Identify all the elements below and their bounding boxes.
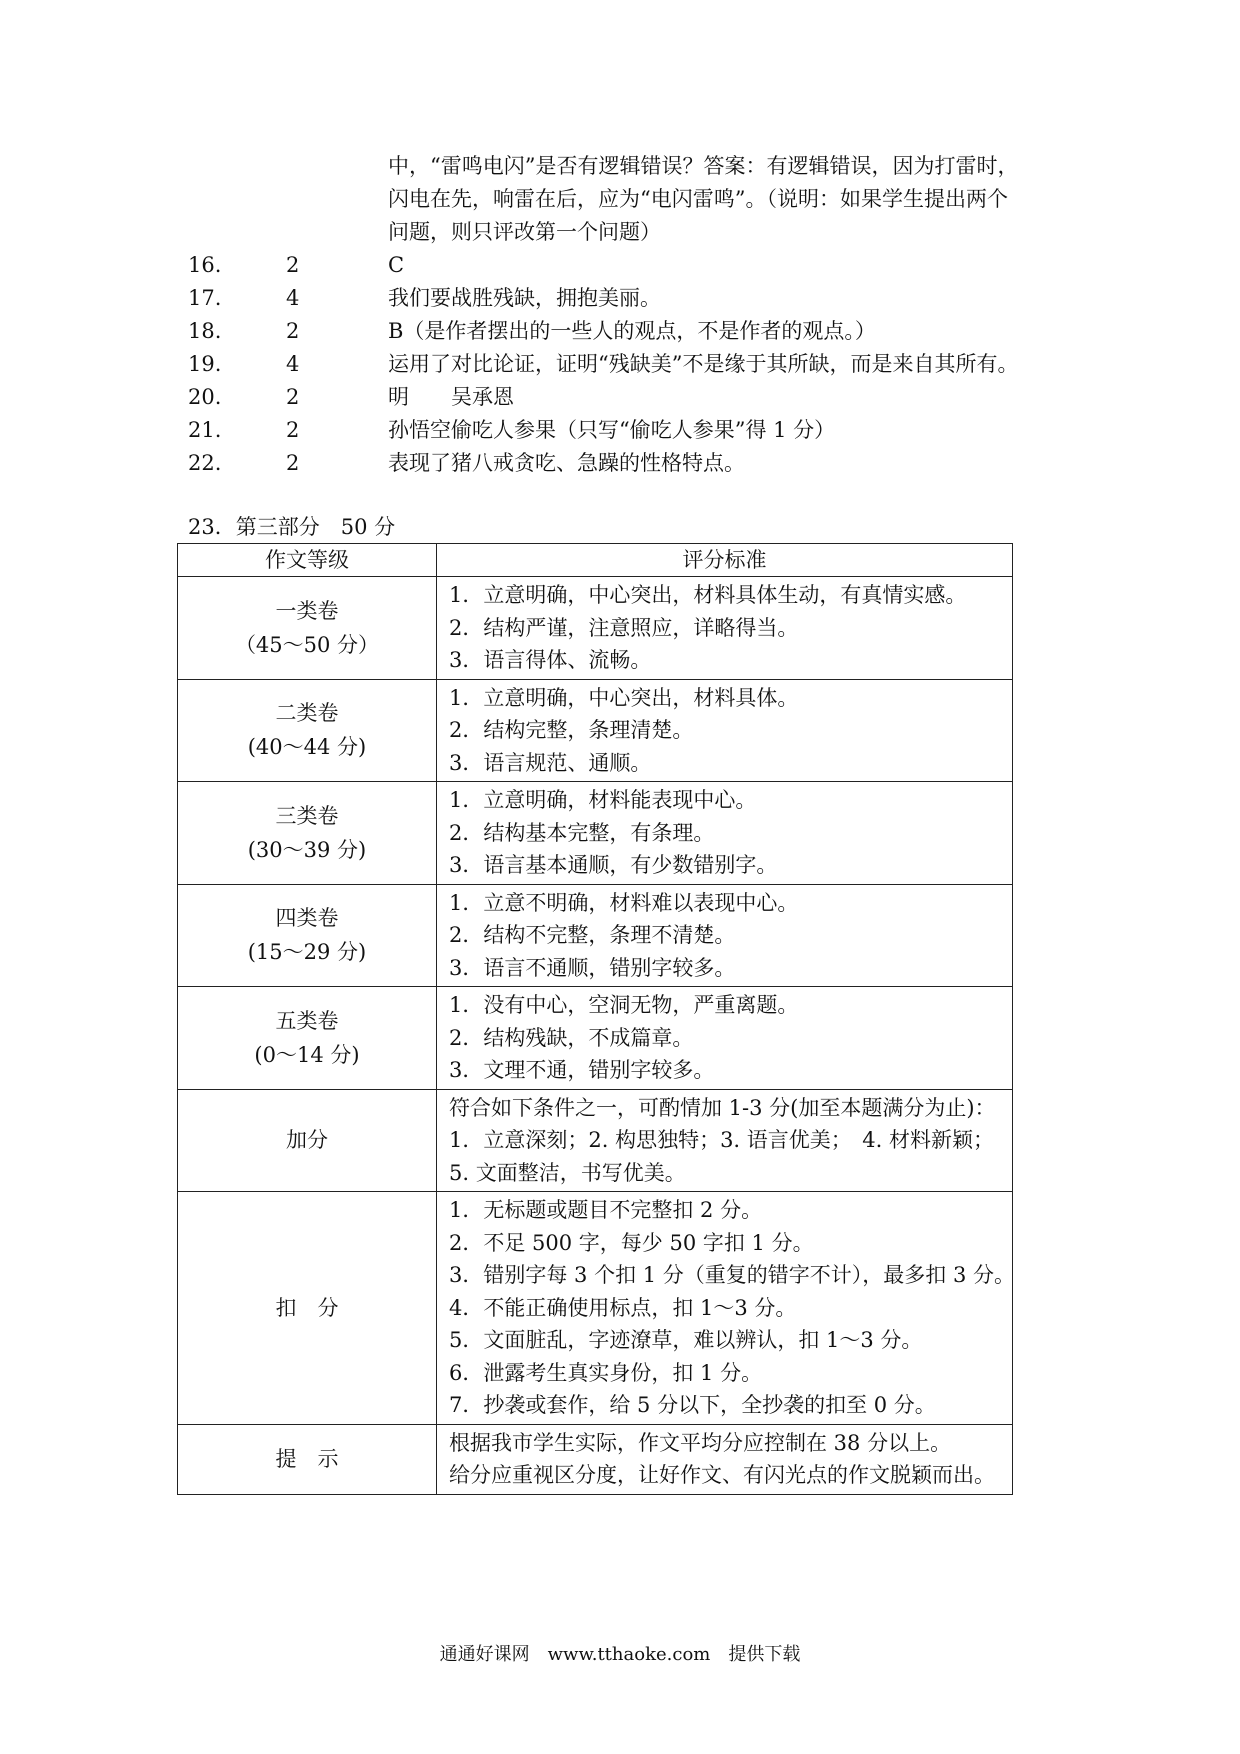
grade-criteria xyxy=(437,987,1013,1090)
criterion: 2．结构基本完整，有条理。 xyxy=(449,820,715,845)
criterion: 4．不能正确使用标点，扣 1～3 分。 xyxy=(449,1295,797,1320)
criterion: 2．结构残缺，不成篇章。 xyxy=(449,1025,694,1050)
grade-name: 四类卷 xyxy=(275,906,339,931)
bonus-criteria xyxy=(437,1089,1013,1192)
table-row xyxy=(178,782,1013,885)
grade-level xyxy=(178,782,437,885)
answer-row xyxy=(0,348,1240,381)
essay-grading-table xyxy=(177,543,1013,1495)
table-row xyxy=(178,1192,1013,1425)
grade-level xyxy=(178,987,437,1090)
criterion: 5. 文面整洁，书写优美。 xyxy=(449,1160,686,1185)
grade-name: 一类卷 xyxy=(275,598,339,623)
criterion: 2．结构不完整，条理不清楚。 xyxy=(449,923,736,947)
criterion: 1．没有中心，空洞无物，严重离题。 xyxy=(449,993,799,1017)
criterion: 7．抄袭或套作，给 5 分以下，全抄袭的扣至 0 分。 xyxy=(449,1393,936,1417)
continuation-line: 闪电在先，响雷在后，应为“电闪雷鸣”。（说明：如果学生提出两个 xyxy=(388,187,1008,211)
deduction-label xyxy=(178,1192,437,1425)
column-header-level: 作文等级 xyxy=(178,544,437,577)
grade-range: (15～29 分) xyxy=(247,940,367,965)
question-score: 2 xyxy=(286,385,300,409)
answer-row xyxy=(0,249,1240,282)
criterion: 3．文理不通，错别字较多。 xyxy=(449,1058,715,1082)
question-answer: 明 吴承恩 xyxy=(388,385,514,409)
criterion: 1．立意明确，材料能表现中心。 xyxy=(449,788,757,812)
question-number: 21. xyxy=(188,418,222,442)
grade-level xyxy=(178,679,437,782)
bonus-points-label xyxy=(178,1089,437,1192)
table-row xyxy=(178,1424,1013,1494)
question-answer: 我们要战胜残缺，拥抱美丽。 xyxy=(388,286,661,310)
grade-criteria xyxy=(437,884,1013,987)
question-answer: 表现了猪八戒贪吃、急躁的性格特点。 xyxy=(388,451,745,475)
grade-name: 扣 分 xyxy=(275,1295,339,1320)
grade-name: 加分 xyxy=(286,1128,328,1153)
answer-row xyxy=(0,381,1240,414)
table-row xyxy=(178,577,1013,680)
criterion: 6．泄露考生真实身份，扣 1 分。 xyxy=(449,1360,763,1385)
question-number: 19. xyxy=(188,352,222,376)
continuation-text xyxy=(388,150,1068,249)
table-row xyxy=(178,679,1013,782)
criterion: 3．语言得体、流畅。 xyxy=(449,648,652,672)
question-score: 2 xyxy=(286,319,300,343)
criterion: 3．错别字每 3 个扣 1 分（重复的错字不计），最多扣 3 分。 xyxy=(449,1263,1015,1287)
criterion: 3．语言基本通顺，有少数错别字。 xyxy=(449,853,778,877)
hint-text xyxy=(437,1424,1013,1494)
grade-criteria xyxy=(437,782,1013,885)
continuation-line: 问题，则只评改第一个问题） xyxy=(388,220,661,244)
table-row xyxy=(178,1089,1013,1192)
grade-criteria xyxy=(437,577,1013,680)
grade-range: (30～39 分) xyxy=(247,837,367,862)
criterion: 3．语言不通顺，错别字较多。 xyxy=(449,955,736,980)
criterion: 3．语言规范、通顺。 xyxy=(449,750,652,775)
deduction-criteria xyxy=(437,1192,1013,1425)
question-number: 20. xyxy=(188,385,222,409)
criterion: 2．不足 500 字，每少 50 字扣 1 分。 xyxy=(449,1230,814,1255)
grade-range: (0～14 分) xyxy=(254,1042,360,1067)
answer-row xyxy=(0,282,1240,315)
answer-row xyxy=(0,447,1240,480)
hint-label xyxy=(178,1424,437,1494)
question-number: 18. xyxy=(188,319,222,343)
question-number: 17. xyxy=(188,286,222,310)
criterion: 1．立意明确，中心突出，材料具体生动，有真情实感。 xyxy=(449,583,967,607)
criterion: 给分应重视区分度，让好作文、有闪光点的作文脱颖而出。 xyxy=(449,1463,995,1487)
criterion: 1．立意深刻；2. 构思独特；3. 语言优美； 4. 材料新颖； xyxy=(449,1128,994,1152)
table-header-row xyxy=(178,544,1013,577)
criterion: 5．文面脏乱，字迹潦草，难以辨认，扣 1～3 分。 xyxy=(449,1328,923,1352)
footer-watermark: 通通好课网 www.tthaoke.com 提供下载 xyxy=(439,1644,801,1665)
question-score: 2 xyxy=(286,253,300,277)
grade-level xyxy=(178,577,437,680)
grade-criteria xyxy=(437,679,1013,782)
criterion: 1．无标题或题目不完整扣 2 分。 xyxy=(449,1198,763,1222)
continuation-line: 中，“雷鸣电闪”是否有逻辑错误？答案：有逻辑错误，因为打雷时， xyxy=(388,154,1019,178)
criterion: 符合如下条件之一，可酌情加 1-3 分(加至本题满分为止)： xyxy=(449,1095,996,1120)
question-number: 22. xyxy=(188,451,222,475)
grade-range: (40～44 分) xyxy=(247,735,367,760)
question-score: 2 xyxy=(286,418,300,442)
question-score: 4 xyxy=(286,352,300,376)
table-row xyxy=(178,987,1013,1090)
answer-row xyxy=(0,315,1240,348)
criterion: 1．立意不明确，材料难以表现中心。 xyxy=(449,890,799,915)
grade-range: （45～50 分） xyxy=(234,632,380,657)
grade-name: 二类卷 xyxy=(275,701,339,726)
question-answer: 孙悟空偷吃人参果（只写“偷吃人参果”得 1 分） xyxy=(388,418,836,442)
question-score: 2 xyxy=(286,451,300,475)
grade-name: 提 示 xyxy=(275,1447,339,1471)
criterion: 2．结构完整，条理清楚。 xyxy=(449,718,694,742)
question-number: 16. xyxy=(188,253,222,277)
criterion: 1．立意明确，中心突出，材料具体。 xyxy=(449,685,799,710)
section-heading: 23．第三部分 50 分 xyxy=(188,515,396,539)
grade-level xyxy=(178,884,437,987)
criterion: 根据我市学生实际，作文平均分应控制在 38 分以上。 xyxy=(449,1430,952,1455)
question-answer: 运用了对比论证，证明“残缺美”不是缘于其所缺，而是来自其所有。 xyxy=(388,352,1019,376)
table-row xyxy=(178,884,1013,987)
question-score: 4 xyxy=(286,286,300,310)
grade-name: 五类卷 xyxy=(275,1008,339,1033)
grade-name: 三类卷 xyxy=(275,803,339,828)
question-answer: B（是作者摆出的一些人的观点，不是作者的观点。） xyxy=(388,319,876,343)
column-header-criteria: 评分标准 xyxy=(437,544,1013,577)
answer-row xyxy=(0,414,1240,447)
question-answer: C xyxy=(388,253,405,277)
criterion: 2．结构严谨，注意照应，详略得当。 xyxy=(449,615,799,640)
